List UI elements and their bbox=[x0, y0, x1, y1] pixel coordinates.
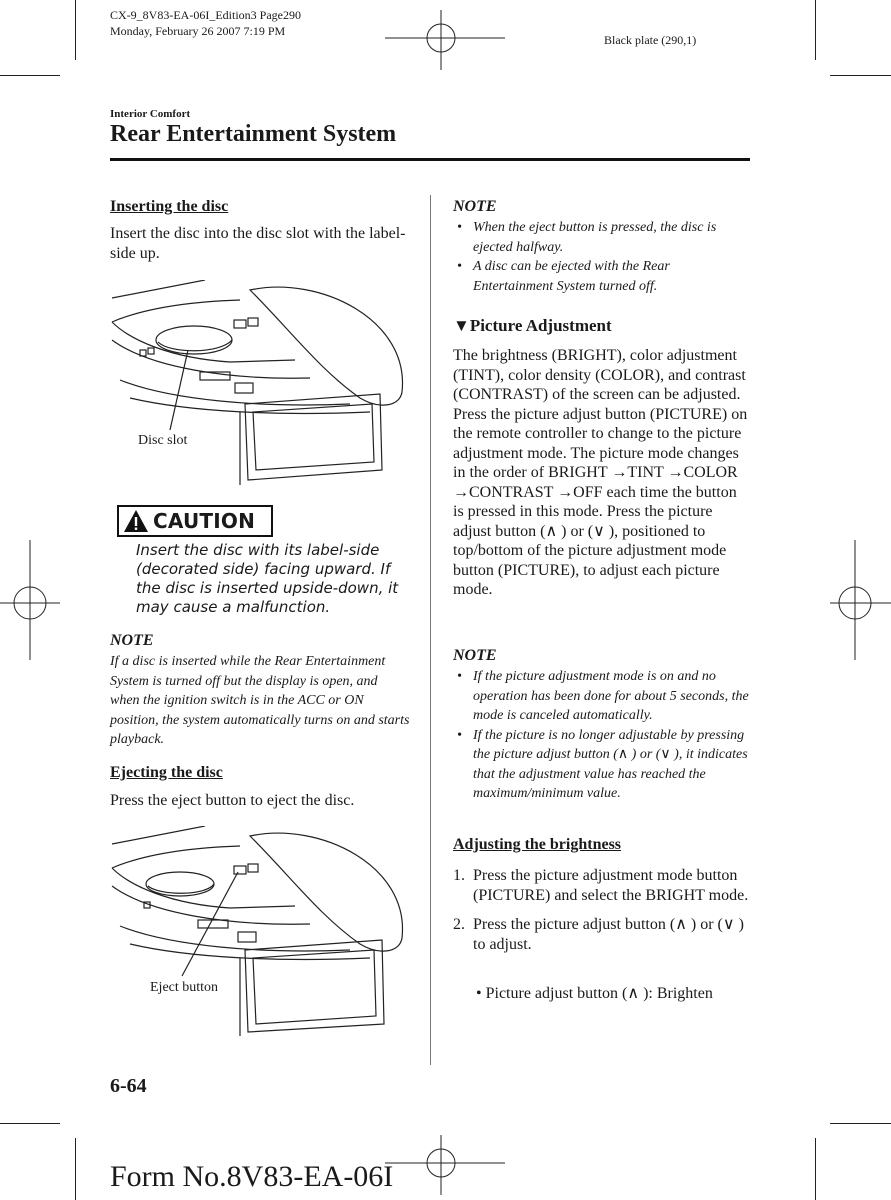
note2-heading: NOTE bbox=[453, 647, 497, 664]
brightness-steps bbox=[453, 866, 751, 964]
registration-mark-top bbox=[385, 10, 505, 70]
triangle-down-icon: ▼ bbox=[453, 316, 470, 335]
print-header-line2: Monday, February 26 2007 7:19 PM bbox=[110, 24, 286, 38]
bullet-icon: • bbox=[476, 985, 482, 1002]
bullet-icon: • bbox=[457, 727, 462, 743]
disc-slot-label: Disc slot bbox=[138, 433, 188, 448]
plate-label: Black plate (290,1) bbox=[604, 33, 697, 47]
note1-list bbox=[453, 218, 753, 296]
note-text: If a disc is inserted while the Rear Entertainment System is turned off but the display is open, and when the ignition switch is in the ACC or ON position, the system automatically turns on and starts playback. bbox=[110, 654, 410, 747]
list-item: • When the eject button is pressed, the disc is ejected halfway. bbox=[457, 220, 717, 255]
bullet-icon: • bbox=[457, 220, 462, 235]
registration-mark-right bbox=[830, 540, 891, 660]
bullet-icon: • bbox=[457, 669, 462, 684]
picture-adjustment-body: The brightness (BRIGHT), color adjustment (TINT), color density (COLOR), and contrast (CONTRAST) of the screen can be adjusted. Press the picture adjust button (PICTURE) on the remote controller to change to the picture adjustment mode. The picture mode changes in the order of BRIGHT →TINT →COLOR →CONTRAST →OFF each time the button is pressed in this mode. Press the picture adjust button (∧ ) or (∨ ), positioned to top/bottom of the picture adjustment mode button (PICTURE), to adjust each picture mode. bbox=[453, 347, 748, 598]
ejecting-heading: Ejecting the disc bbox=[110, 764, 223, 781]
list-item: • A disc can be ejected with the Rear Entertainment System turned off. bbox=[457, 259, 670, 294]
print-header-line1: CX-9_8V83-EA-06I_Edition3 Page290 bbox=[110, 8, 301, 22]
sub-bullet-text: Picture adjust button (∧ ): Brighten bbox=[485, 985, 713, 1002]
picture-adjustment-heading bbox=[453, 316, 612, 336]
column-divider bbox=[430, 195, 431, 1065]
brightness-heading: Adjusting the brightness bbox=[453, 836, 622, 853]
note-heading: NOTE bbox=[110, 632, 154, 649]
picture-adjustment-title: Picture Adjustment bbox=[469, 316, 612, 335]
list-item: • If the picture adjustment mode is on and no operation has been done for about 5 seconds, the mode is canceled automatically. bbox=[457, 669, 749, 723]
eject-button-label: Eject button bbox=[150, 980, 219, 995]
eject-button-illustration bbox=[110, 826, 410, 1036]
page-title: Rear Entertainment System bbox=[110, 121, 397, 147]
registration-mark-bottom bbox=[385, 1135, 505, 1195]
form-number: Form No.8V83-EA-06I bbox=[110, 1160, 394, 1193]
page-number: 6-64 bbox=[110, 1075, 147, 1097]
warning-triangle-icon bbox=[123, 509, 149, 533]
sub-bullet bbox=[476, 984, 756, 1004]
caution-box bbox=[117, 505, 273, 537]
title-rule bbox=[110, 158, 750, 161]
list-item: • If the picture is no longer adjustable by pressing the picture adjust button (∧ ) or (∨ ), it indicates that the adjustment value has reached the maximum/minimum value. bbox=[457, 727, 748, 801]
registration-mark-left bbox=[0, 540, 60, 660]
caution-label: CAUTION bbox=[153, 509, 256, 533]
ejecting-body: Press the eject button to eject the disc. bbox=[110, 792, 355, 809]
inserting-body: Insert the disc into the disc slot with the label-side up. bbox=[110, 225, 406, 262]
inserting-heading: Inserting the disc bbox=[110, 198, 229, 215]
bullet-icon: • bbox=[457, 259, 462, 274]
section-label: Interior Comfort bbox=[110, 108, 191, 120]
note2-list bbox=[453, 667, 753, 804]
list-item: 2. Press the picture adjust button (∧ ) or (∨ ) to adjust. bbox=[453, 916, 744, 953]
print-header bbox=[110, 7, 301, 39]
disc-slot-illustration bbox=[110, 280, 410, 485]
note1-heading: NOTE bbox=[453, 198, 497, 215]
caution-text: Insert the disc with its label-side (decorated side) facing upward. If the disc is inserted upside-down, it may cause a malfunction. bbox=[136, 541, 399, 616]
list-item: 1. Press the picture adjustment mode button (PICTURE) and select the BRIGHT mode. bbox=[453, 867, 749, 904]
